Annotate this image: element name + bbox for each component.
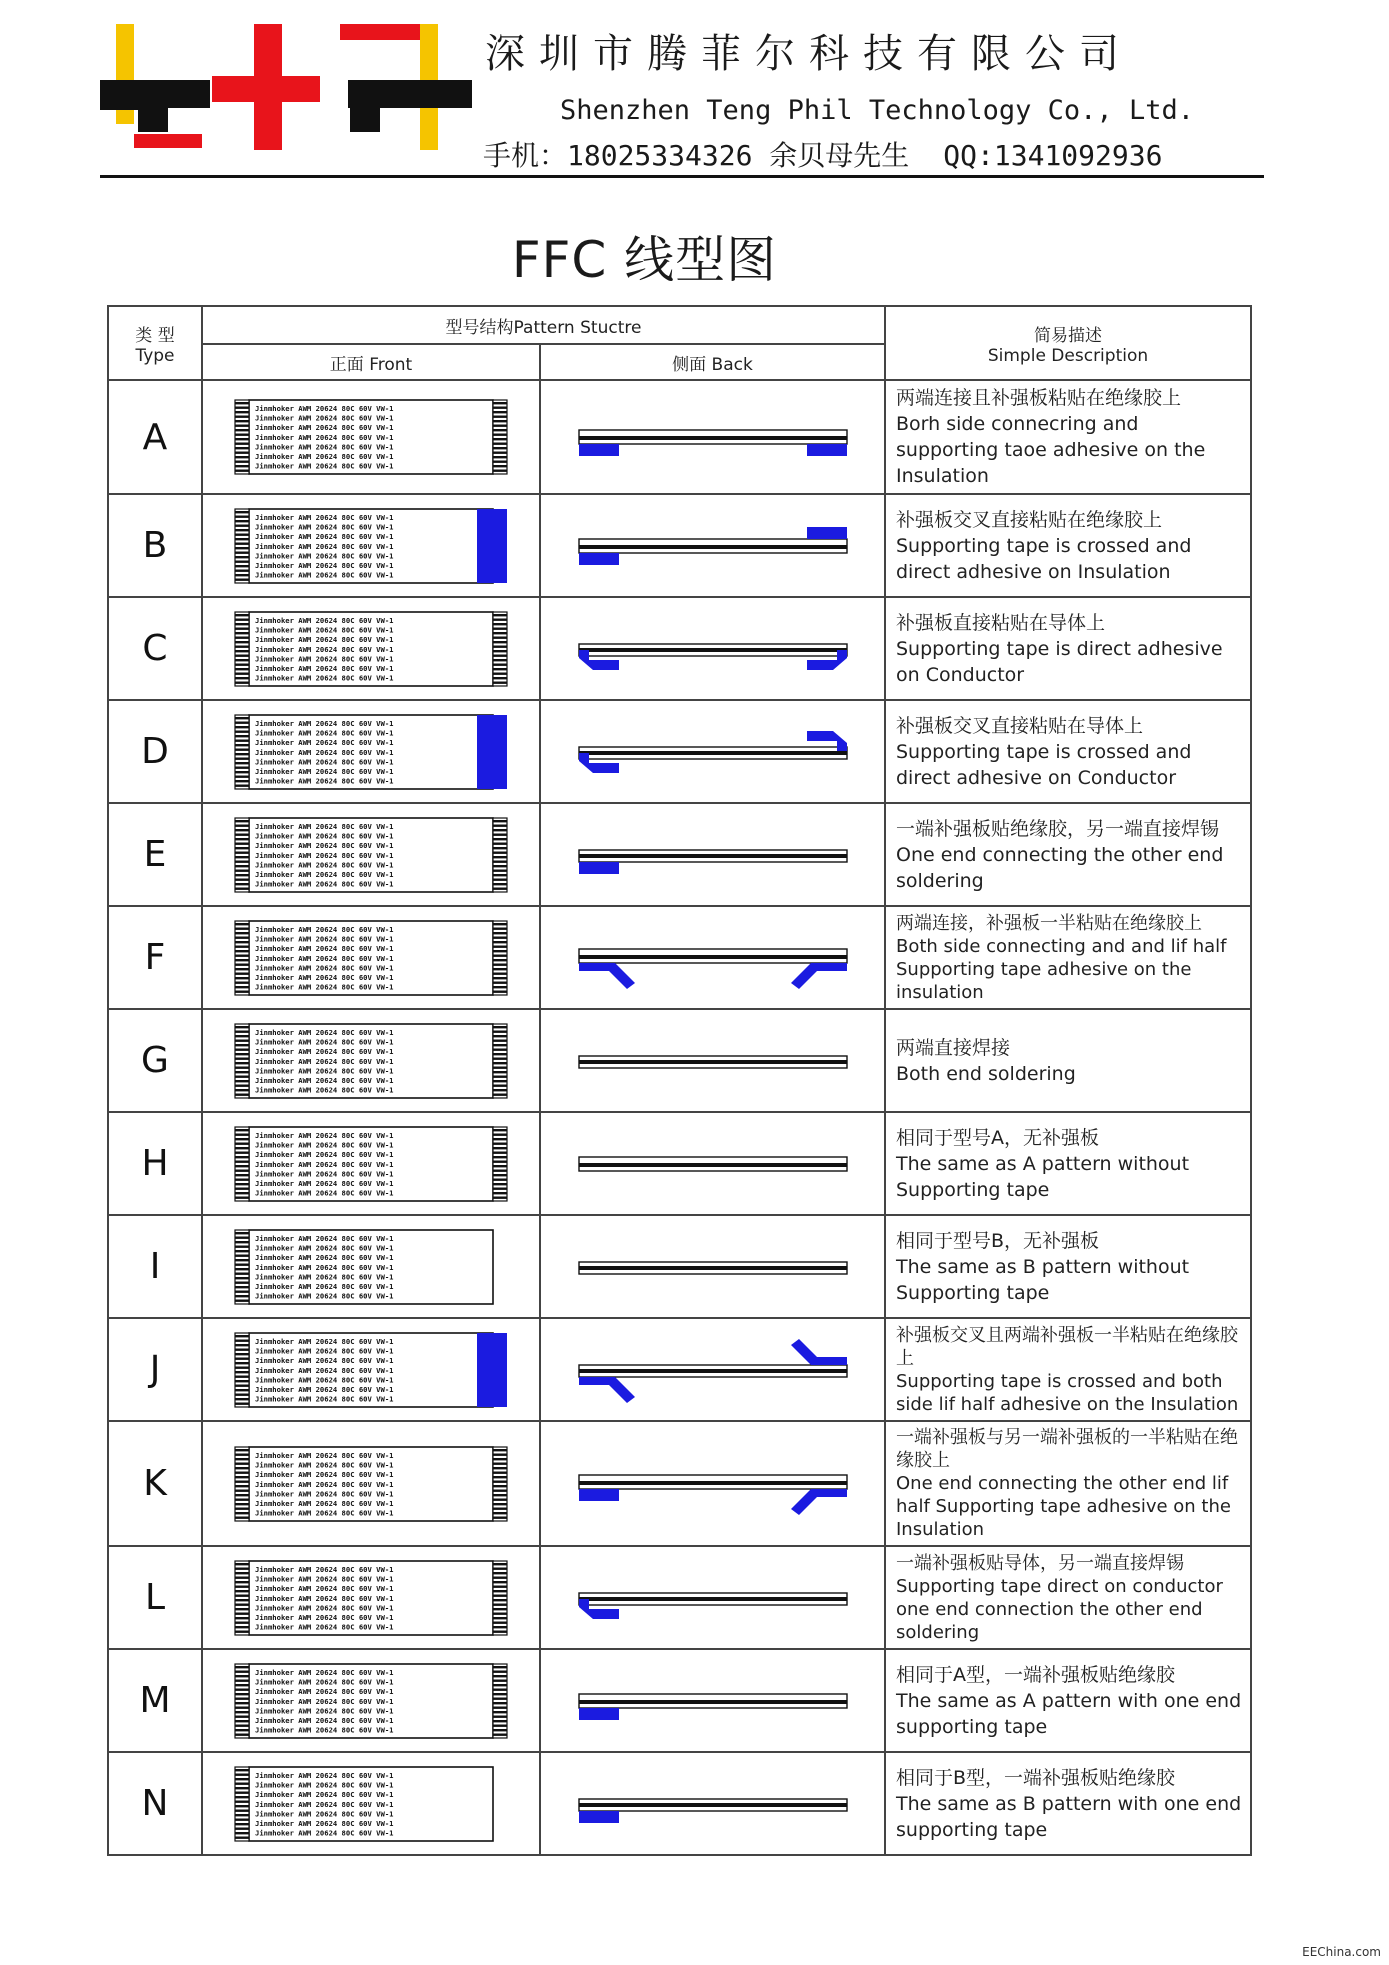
cable-print-text: Jinmhoker AWM 20624 80C 60V VW-1 <box>255 1355 394 1365</box>
description-en: Supporting tape is direct adhesive on Conductor <box>896 637 1223 686</box>
type-label: N <box>108 1752 202 1855</box>
description-en: The same as B pattern with one end supporting tape <box>896 1792 1242 1841</box>
cable-print-text: Jinmhoker AWM 20624 80C 60V VW-1 <box>255 550 394 560</box>
cable-print-text: Jinmhoker AWM 20624 80C 60V VW-1 <box>255 1450 394 1460</box>
front-view-cell <box>202 803 540 906</box>
cable-print-text: Jinmhoker AWM 20624 80C 60V VW-1 <box>255 1488 394 1498</box>
description-en: Supporting tape is crossed and direct adhesive on Insulation <box>896 534 1192 583</box>
side-view-d <box>565 709 861 795</box>
side-view-n <box>565 1761 861 1847</box>
cable-print-text: Jinmhoker AWM 20624 80C 60V VW-1 <box>255 1365 394 1375</box>
front-view-k <box>231 1441 511 1527</box>
cable-print-text: Jinmhoker AWM 20624 80C 60V VW-1 <box>255 1469 394 1479</box>
cable-print-text: Jinmhoker AWM 20624 80C 60V VW-1 <box>255 982 394 992</box>
cable-print-text: Jinmhoker AWM 20624 80C 60V VW-1 <box>255 423 394 433</box>
front-view-cell <box>202 1649 540 1752</box>
front-view-cell <box>202 1112 540 1215</box>
description-cell <box>885 1318 1251 1421</box>
description-cell <box>885 494 1251 597</box>
cable-print-text: Jinmhoker AWM 20624 80C 60V VW-1 <box>255 1085 394 1095</box>
description-cn: 补强板交叉直接粘贴在导体上 <box>896 714 1144 737</box>
cable-print-text: Jinmhoker AWM 20624 80C 60V VW-1 <box>255 1065 394 1075</box>
cable-print-text: Jinmhoker AWM 20624 80C 60V VW-1 <box>255 644 394 654</box>
col-back-header: 侧面 Back <box>540 344 885 380</box>
table-row <box>108 906 1251 1009</box>
cable-print-text: Jinmhoker AWM 20624 80C 60V VW-1 <box>255 962 394 972</box>
front-view-cell <box>202 1215 540 1318</box>
description-cn: 相同于A型，一端补强板贴绝缘胶 <box>896 1663 1175 1686</box>
cable-print-text: Jinmhoker AWM 20624 80C 60V VW-1 <box>255 461 394 471</box>
back-view-cell <box>540 1752 885 1855</box>
cable-print-text: Jinmhoker AWM 20624 80C 60V VW-1 <box>255 1149 394 1159</box>
description-cell <box>885 1215 1251 1318</box>
front-view-cell <box>202 597 540 700</box>
col-desc-en: Simple Description <box>987 345 1149 366</box>
description-cn: 相同于B型，一端补强板贴绝缘胶 <box>896 1766 1176 1789</box>
table-row <box>108 1215 1251 1318</box>
cable-print-text: Jinmhoker AWM 20624 80C 60V VW-1 <box>255 452 394 461</box>
cable-print-text: Jinmhoker AWM 20624 80C 60V VW-1 <box>255 1602 394 1612</box>
cable-print-text: Jinmhoker AWM 20624 80C 60V VW-1 <box>255 673 394 683</box>
front-view-d <box>231 709 511 795</box>
cable-print-text: Jinmhoker AWM 20624 80C 60V VW-1 <box>255 560 394 570</box>
cable-print-text: Jinmhoker AWM 20624 80C 60V VW-1 <box>255 432 394 442</box>
description-en: The same as B pattern without Supporting tape <box>896 1255 1190 1304</box>
cable-print-text: Jinmhoker AWM 20624 80C 60V VW-1 <box>255 570 394 580</box>
type-label: B <box>108 494 202 597</box>
cable-print-text: Jinmhoker AWM 20624 80C 60V VW-1 <box>255 442 394 452</box>
cable-print-text: Jinmhoker AWM 20624 80C 60V VW-1 <box>255 934 394 944</box>
front-view-l <box>231 1555 511 1641</box>
front-view-cell <box>202 380 540 494</box>
cable-print-text: Jinmhoker AWM 20624 80C 60V VW-1 <box>255 413 394 423</box>
cable-print-text: Jinmhoker AWM 20624 80C 60V VW-1 <box>255 1667 394 1677</box>
cable-print-text: Jinmhoker AWM 20624 80C 60V VW-1 <box>255 1140 394 1150</box>
description-cn: 一端补强板贴绝缘胶，另一端直接焊锡 <box>896 817 1220 840</box>
front-view-a <box>231 394 511 480</box>
back-view-cell <box>540 1649 885 1752</box>
table-row <box>108 1546 1251 1649</box>
side-view-c <box>565 606 861 692</box>
table-row <box>108 700 1251 803</box>
col-type-cn: 类 型 <box>135 325 175 346</box>
table-row <box>108 1112 1251 1215</box>
cable-print-text: Jinmhoker AWM 20624 80C 60V VW-1 <box>255 879 394 889</box>
cable-print-text: Jinmhoker AWM 20624 80C 60V VW-1 <box>255 1612 394 1622</box>
contact-line <box>483 134 1196 174</box>
col-desc-header <box>885 306 1251 380</box>
cable-print-text: Jinmhoker AWM 20624 80C 60V VW-1 <box>255 1056 394 1066</box>
cable-print-text: Jinmhoker AWM 20624 80C 60V VW-1 <box>255 541 394 551</box>
cable-print-text: Jinmhoker AWM 20624 80C 60V VW-1 <box>255 718 394 728</box>
back-view-cell <box>540 380 885 494</box>
description-en: Supporting tape is crossed and direct adhesive on Conductor <box>896 740 1192 789</box>
header-divider <box>100 175 1264 178</box>
description-cn: 相同于型号A，无补强板 <box>896 1126 1099 1149</box>
cable-print-text: Jinmhoker AWM 20624 80C 60V VW-1 <box>255 1715 394 1725</box>
cable-print-text: Jinmhoker AWM 20624 80C 60V VW-1 <box>255 747 394 757</box>
cable-print-text: Jinmhoker AWM 20624 80C 60V VW-1 <box>255 1799 394 1809</box>
cable-print-text: Jinmhoker AWM 20624 80C 60V VW-1 <box>255 1271 394 1281</box>
front-view-b <box>231 503 511 589</box>
contact-phone: 手机：18025334326 余贝母先生 <box>483 139 910 172</box>
front-view-m <box>231 1658 511 1744</box>
cable-print-text: Jinmhoker AWM 20624 80C 60V VW-1 <box>255 1336 394 1346</box>
cable-print-text: Jinmhoker AWM 20624 80C 60V VW-1 <box>255 1686 394 1696</box>
cable-print-text: Jinmhoker AWM 20624 80C 60V VW-1 <box>255 840 394 850</box>
cable-print-text: Jinmhoker AWM 20624 80C 60V VW-1 <box>255 404 394 413</box>
type-label: M <box>108 1649 202 1752</box>
table-body <box>108 380 1251 1855</box>
back-view-cell <box>540 494 885 597</box>
cable-print-text: Jinmhoker AWM 20624 80C 60V VW-1 <box>255 776 394 786</box>
cable-print-text: Jinmhoker AWM 20624 80C 60V VW-1 <box>255 1677 394 1687</box>
description-cell <box>885 906 1251 1009</box>
description-cn: 补强板直接粘贴在导体上 <box>896 611 1106 634</box>
description-en: The same as A pattern without Supporting tape <box>896 1152 1190 1201</box>
front-view-f <box>231 915 511 1001</box>
front-view-cell <box>202 494 540 597</box>
front-view-h <box>231 1121 511 1207</box>
cable-print-text: Jinmhoker AWM 20624 80C 60V VW-1 <box>255 943 394 953</box>
description-cell <box>885 1546 1251 1649</box>
description-en: One end connecting the other end lif half Supporting tape adhesive on the Insulation <box>896 1473 1231 1540</box>
cable-print-text: Jinmhoker AWM 20624 80C 60V VW-1 <box>255 756 394 766</box>
cable-print-text: Jinmhoker AWM 20624 80C 60V VW-1 <box>255 1233 394 1243</box>
cable-print-text: Jinmhoker AWM 20624 80C 60V VW-1 <box>255 653 394 663</box>
cable-print-text: Jinmhoker AWM 20624 80C 60V VW-1 <box>255 1178 394 1188</box>
description-cell <box>885 700 1251 803</box>
cable-print-text: Jinmhoker AWM 20624 80C 60V VW-1 <box>255 1564 394 1574</box>
description-en: Supporting tape is crossed and both side lif half adhesive on the Insulation <box>896 1370 1239 1415</box>
cable-print-text: Jinmhoker AWM 20624 80C 60V VW-1 <box>255 1828 394 1838</box>
cable-print-text: Jinmhoker AWM 20624 80C 60V VW-1 <box>255 1027 394 1037</box>
cable-print-text: Jinmhoker AWM 20624 80C 60V VW-1 <box>255 1818 394 1828</box>
cable-print-text: Jinmhoker AWM 20624 80C 60V VW-1 <box>255 737 394 747</box>
back-view-cell <box>540 1421 885 1546</box>
type-label: I <box>108 1215 202 1318</box>
cable-print-text: Jinmhoker AWM 20624 80C 60V VW-1 <box>255 1460 394 1470</box>
cable-print-text: Jinmhoker AWM 20624 80C 60V VW-1 <box>255 953 394 963</box>
front-view-cell <box>202 906 540 1009</box>
type-label: E <box>108 803 202 906</box>
col-desc-cn: 简易描述 <box>1034 325 1102 346</box>
cable-print-text: Jinmhoker AWM 20624 80C 60V VW-1 <box>255 1725 394 1735</box>
cable-print-text: Jinmhoker AWM 20624 80C 60V VW-1 <box>255 1479 394 1489</box>
cable-print-text: Jinmhoker AWM 20624 80C 60V VW-1 <box>255 1384 394 1394</box>
cable-print-text: Jinmhoker AWM 20624 80C 60V VW-1 <box>255 1243 394 1253</box>
cable-print-text: Jinmhoker AWM 20624 80C 60V VW-1 <box>255 850 394 860</box>
type-label: G <box>108 1009 202 1112</box>
front-view-cell <box>202 1009 540 1112</box>
contact-qq: QQ:1341092936 <box>943 139 1163 172</box>
cable-print-text: Jinmhoker AWM 20624 80C 60V VW-1 <box>255 1622 394 1632</box>
cable-print-text: Jinmhoker AWM 20624 80C 60V VW-1 <box>255 821 394 831</box>
side-view-f <box>565 915 861 1001</box>
cable-print-text: Jinmhoker AWM 20624 80C 60V VW-1 <box>255 1789 394 1799</box>
cable-print-text: Jinmhoker AWM 20624 80C 60V VW-1 <box>255 1696 394 1706</box>
back-view-cell <box>540 1215 885 1318</box>
description-cn: 相同于型号B，无补强板 <box>896 1229 1100 1252</box>
cable-print-text: Jinmhoker AWM 20624 80C 60V VW-1 <box>255 1262 394 1272</box>
table-row <box>108 1009 1251 1112</box>
table-row <box>108 1752 1251 1855</box>
table-row <box>108 1649 1251 1752</box>
type-label: L <box>108 1546 202 1649</box>
cable-print-text: Jinmhoker AWM 20624 80C 60V VW-1 <box>255 1281 394 1291</box>
cable-print-text: Jinmhoker AWM 20624 80C 60V VW-1 <box>255 1583 394 1593</box>
description-en: Supporting tape direct on conductor one end connection the other end soldering <box>896 1575 1223 1643</box>
cable-print-text: Jinmhoker AWM 20624 80C 60V VW-1 <box>255 1705 394 1715</box>
back-view-cell <box>540 803 885 906</box>
description-en: One end connecting the other end soldering <box>896 843 1224 892</box>
cable-print-text: Jinmhoker AWM 20624 80C 60V VW-1 <box>255 531 394 541</box>
front-view-n <box>231 1761 511 1847</box>
side-view-g <box>565 1018 861 1104</box>
description-cn: 补强板交叉且两端补强板一半粘贴在绝缘胶上 <box>896 1324 1238 1369</box>
description-cn: 两端连接，补强板一半粘贴在绝缘胶上 <box>896 912 1202 934</box>
back-view-cell <box>540 1112 885 1215</box>
watermark: EEChina.com <box>1302 1945 1381 1959</box>
col-front-header: 正面 Front <box>202 344 540 380</box>
table-row <box>108 1421 1251 1546</box>
cable-print-text: Jinmhoker AWM 20624 80C 60V VW-1 <box>255 1808 394 1818</box>
front-view-cell <box>202 1752 540 1855</box>
side-view-i <box>565 1224 861 1310</box>
front-view-c <box>231 606 511 692</box>
type-label: H <box>108 1112 202 1215</box>
type-label: F <box>108 906 202 1009</box>
side-view-l <box>565 1555 861 1641</box>
description-cell <box>885 1649 1251 1752</box>
back-view-cell <box>540 906 885 1009</box>
description-en: The same as A pattern with one end supporting tape <box>896 1689 1242 1738</box>
front-view-cell <box>202 1546 540 1649</box>
col-type-en: Type <box>135 345 175 366</box>
front-view-i <box>231 1224 511 1310</box>
front-view-cell <box>202 1318 540 1421</box>
table-row <box>108 803 1251 906</box>
front-view-e <box>231 812 511 898</box>
side-view-j <box>565 1327 861 1413</box>
description-cell <box>885 1112 1251 1215</box>
back-view-cell <box>540 700 885 803</box>
table-row <box>108 1318 1251 1421</box>
type-label: K <box>108 1421 202 1546</box>
letterhead <box>0 0 1389 180</box>
side-view-a <box>565 394 861 480</box>
cable-print-text: Jinmhoker AWM 20624 80C 60V VW-1 <box>255 831 394 841</box>
description-cn: 一端补强板贴导体，另一端直接焊锡 <box>896 1552 1184 1574</box>
cable-print-text: Jinmhoker AWM 20624 80C 60V VW-1 <box>255 1046 394 1056</box>
cable-print-text: Jinmhoker AWM 20624 80C 60V VW-1 <box>255 1508 394 1518</box>
description-cell <box>885 1421 1251 1546</box>
company-name-cn: 深圳市腾菲尔科技有限公司 <box>485 31 1133 77</box>
front-view-g <box>231 1018 511 1104</box>
cable-print-text: Jinmhoker AWM 20624 80C 60V VW-1 <box>255 512 394 522</box>
cable-print-text: Jinmhoker AWM 20624 80C 60V VW-1 <box>255 859 394 869</box>
cable-print-text: Jinmhoker AWM 20624 80C 60V VW-1 <box>255 1159 394 1169</box>
cable-print-text: Jinmhoker AWM 20624 80C 60V VW-1 <box>255 1593 394 1603</box>
cable-print-text: Jinmhoker AWM 20624 80C 60V VW-1 <box>255 728 394 738</box>
back-view-cell <box>540 597 885 700</box>
table-row <box>108 494 1251 597</box>
cable-print-text: Jinmhoker AWM 20624 80C 60V VW-1 <box>255 1168 394 1178</box>
back-view-cell <box>540 1009 885 1112</box>
description-cell <box>885 380 1251 494</box>
cable-print-text: Jinmhoker AWM 20624 80C 60V VW-1 <box>255 615 394 625</box>
side-view-e <box>565 812 861 898</box>
front-view-j <box>231 1327 511 1413</box>
back-view-cell <box>540 1546 885 1649</box>
side-view-b <box>565 503 861 589</box>
col-pattern-header: 型号结构Pattern Stuctre <box>202 306 885 344</box>
cable-print-text: Jinmhoker AWM 20624 80C 60V VW-1 <box>255 663 394 673</box>
type-label: A <box>108 380 202 494</box>
ffc-pattern-table <box>107 305 1252 1856</box>
company-logo <box>100 18 472 168</box>
description-cn: 两端连接且补强板粘贴在绝缘胶上 <box>896 387 1182 409</box>
back-view-cell <box>540 1318 885 1421</box>
front-view-cell <box>202 1421 540 1546</box>
table-row <box>108 380 1251 494</box>
cable-print-text: Jinmhoker AWM 20624 80C 60V VW-1 <box>255 1346 394 1356</box>
page-title: FFC 线型图 <box>511 231 778 289</box>
side-view-m <box>565 1658 861 1744</box>
type-label: D <box>108 700 202 803</box>
description-cn: 一端补强板与另一端补强板的一半粘贴在绝缘胶上 <box>896 1427 1238 1471</box>
type-label: J <box>108 1318 202 1421</box>
description-cell <box>885 1752 1251 1855</box>
front-view-cell <box>202 700 540 803</box>
cable-print-text: Jinmhoker AWM 20624 80C 60V VW-1 <box>255 1075 394 1085</box>
cable-print-text: Jinmhoker AWM 20624 80C 60V VW-1 <box>255 625 394 635</box>
side-view-h <box>565 1121 861 1207</box>
cable-print-text: Jinmhoker AWM 20624 80C 60V VW-1 <box>255 1574 394 1584</box>
cable-print-text: Jinmhoker AWM 20624 80C 60V VW-1 <box>255 1291 394 1301</box>
cable-print-text: Jinmhoker AWM 20624 80C 60V VW-1 <box>255 1188 394 1198</box>
description-cell <box>885 803 1251 906</box>
cable-print-text: Jinmhoker AWM 20624 80C 60V VW-1 <box>255 1394 394 1404</box>
description-cell <box>885 597 1251 700</box>
description-cn: 补强板交叉直接粘贴在绝缘胶上 <box>896 508 1163 531</box>
cable-print-text: Jinmhoker AWM 20624 80C 60V VW-1 <box>255 1498 394 1508</box>
cable-print-text: Jinmhoker AWM 20624 80C 60V VW-1 <box>255 869 394 879</box>
description-en: Borh side connecring and supporting taoe adhesive on the Insulation <box>896 413 1206 487</box>
side-view-k <box>565 1441 861 1527</box>
cable-print-text: Jinmhoker AWM 20624 80C 60V VW-1 <box>255 1780 394 1790</box>
company-name-en: Shenzhen Teng Phil Technology Co., Ltd. <box>560 95 1194 126</box>
table-row <box>108 597 1251 700</box>
cable-print-text: Jinmhoker AWM 20624 80C 60V VW-1 <box>255 766 394 776</box>
description-cn: 两端直接焊接 <box>896 1036 1011 1059</box>
description-en: Both end soldering <box>896 1062 1076 1085</box>
cable-print-text: Jinmhoker AWM 20624 80C 60V VW-1 <box>255 1037 394 1047</box>
cable-print-text: Jinmhoker AWM 20624 80C 60V VW-1 <box>255 924 394 934</box>
type-label: C <box>108 597 202 700</box>
cable-print-text: Jinmhoker AWM 20624 80C 60V VW-1 <box>255 972 394 982</box>
col-type-header <box>108 306 202 380</box>
cable-print-text: Jinmhoker AWM 20624 80C 60V VW-1 <box>255 1374 394 1384</box>
cable-print-text: Jinmhoker AWM 20624 80C 60V VW-1 <box>255 1252 394 1262</box>
cable-print-text: Jinmhoker AWM 20624 80C 60V VW-1 <box>255 522 394 532</box>
description-en: Both side connecting and and lif half Supporting tape adhesive on the insulation <box>896 935 1227 1003</box>
cable-print-text: Jinmhoker AWM 20624 80C 60V VW-1 <box>255 1130 394 1140</box>
description-cell <box>885 1009 1251 1112</box>
cable-print-text: Jinmhoker AWM 20624 80C 60V VW-1 <box>255 634 394 644</box>
cable-print-text: Jinmhoker AWM 20624 80C 60V VW-1 <box>255 1770 394 1780</box>
